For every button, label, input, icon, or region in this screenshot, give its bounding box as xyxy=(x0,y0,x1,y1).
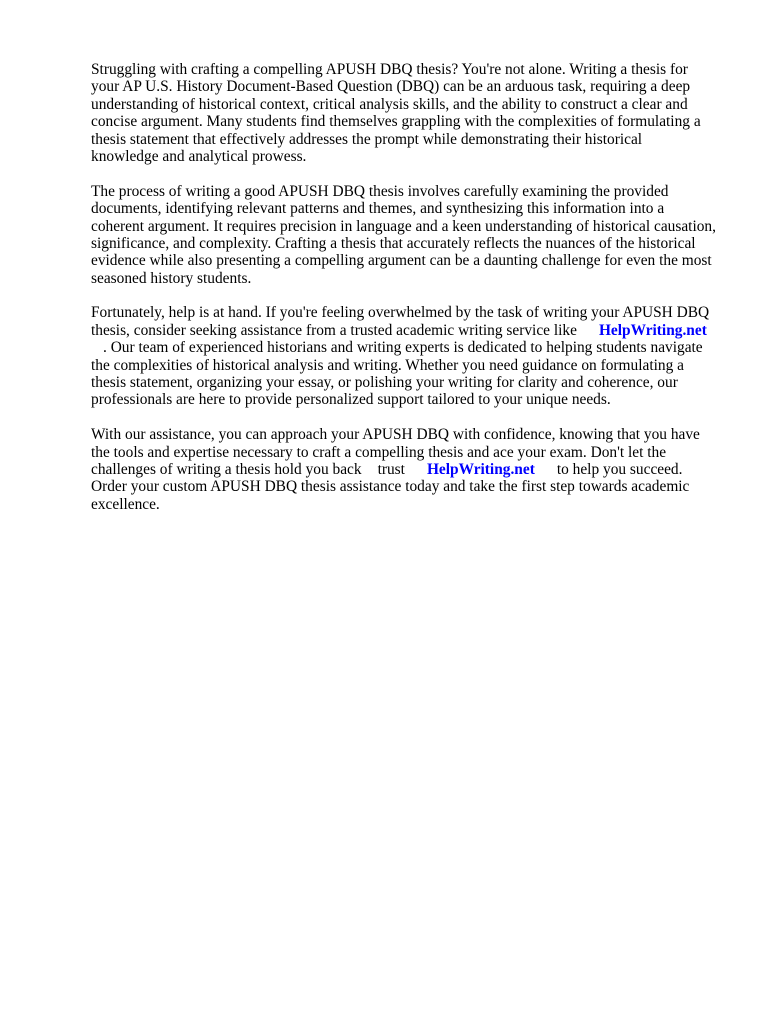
text-line: the complexities of historical analysis and writing. Whether you need guidance on formulating a xyxy=(91,356,684,374)
text-segment: challenges of writing a thesis hold you back xyxy=(91,460,362,478)
paragraph-help xyxy=(91,304,731,408)
paragraph-process xyxy=(91,183,731,287)
text-line: Struggling with crafting a compelling APUSH DBQ thesis? You're not alone. Writing a thesis for xyxy=(91,61,688,78)
text-line: understanding of historical context, critical analysis skills, and the ability to construct a clear and xyxy=(91,95,688,113)
text-line xyxy=(91,339,731,356)
text-line: thesis statement, organizing your essay, or polishing your writing for clarity and coherence, our xyxy=(91,374,678,392)
helpwriting-link[interactable]: HelpWriting.net xyxy=(426,460,535,478)
text-line: seasoned history students. xyxy=(91,269,252,287)
text-line: the tools and expertise necessary to craft a compelling thesis and ace your exam. Don't let the xyxy=(91,443,667,461)
helpwriting-link[interactable]: HelpWriting.net xyxy=(598,321,707,339)
text-line: knowledge and analytical prowess. xyxy=(91,147,307,165)
text-line: excellence. xyxy=(91,495,160,513)
text-line: coherent argument. It requires precision in language and a keen understanding of historical causation, xyxy=(91,217,716,235)
text-segment: thesis, consider seeking assistance from a trusted academic writing service like xyxy=(91,321,577,339)
text-segment: . Our team of experienced historians and writing experts is dedicated to helping students navigate xyxy=(103,339,703,357)
text-line: documents, identifying relevant patterns and themes, and synthesizing this information into a xyxy=(91,200,665,218)
text-segment: to help you succeed. xyxy=(556,460,683,478)
text-line: Fortunately, help is at hand. If you're feeling overwhelmed by the task of writing your APUSH DBQ xyxy=(91,304,710,322)
text-line: With our assistance, you can approach your APUSH DBQ with confidence, knowing that you have xyxy=(91,426,700,444)
text-line: evidence while also presenting a compelling argument can be a daunting challenge for even the most xyxy=(91,252,712,270)
paragraph-closing xyxy=(91,426,731,513)
document-page xyxy=(91,61,731,531)
text-line: significance, and complexity. Crafting a thesis that accurately reflects the nuances of the historical xyxy=(91,234,696,252)
text-line xyxy=(91,461,731,478)
text-line xyxy=(91,322,731,339)
text-segment: trust xyxy=(377,460,405,478)
text-line: professionals are here to provide personalized support tailored to your unique needs. xyxy=(91,391,611,409)
text-line: concise argument. Many students find themselves grappling with the complexities of formulating a xyxy=(91,113,701,131)
text-line: your AP U.S. History Document-Based Question (DBQ) can be an arduous task, requiring a deep xyxy=(91,78,691,96)
text-line: thesis statement that effectively addresses the prompt while demonstrating their historical xyxy=(91,130,643,148)
text-line: Order your custom APUSH DBQ thesis assistance today and take the first step towards academic xyxy=(91,478,690,496)
text-line: The process of writing a good APUSH DBQ thesis involves carefully examining the provided xyxy=(91,182,669,200)
paragraph-intro xyxy=(91,61,731,165)
